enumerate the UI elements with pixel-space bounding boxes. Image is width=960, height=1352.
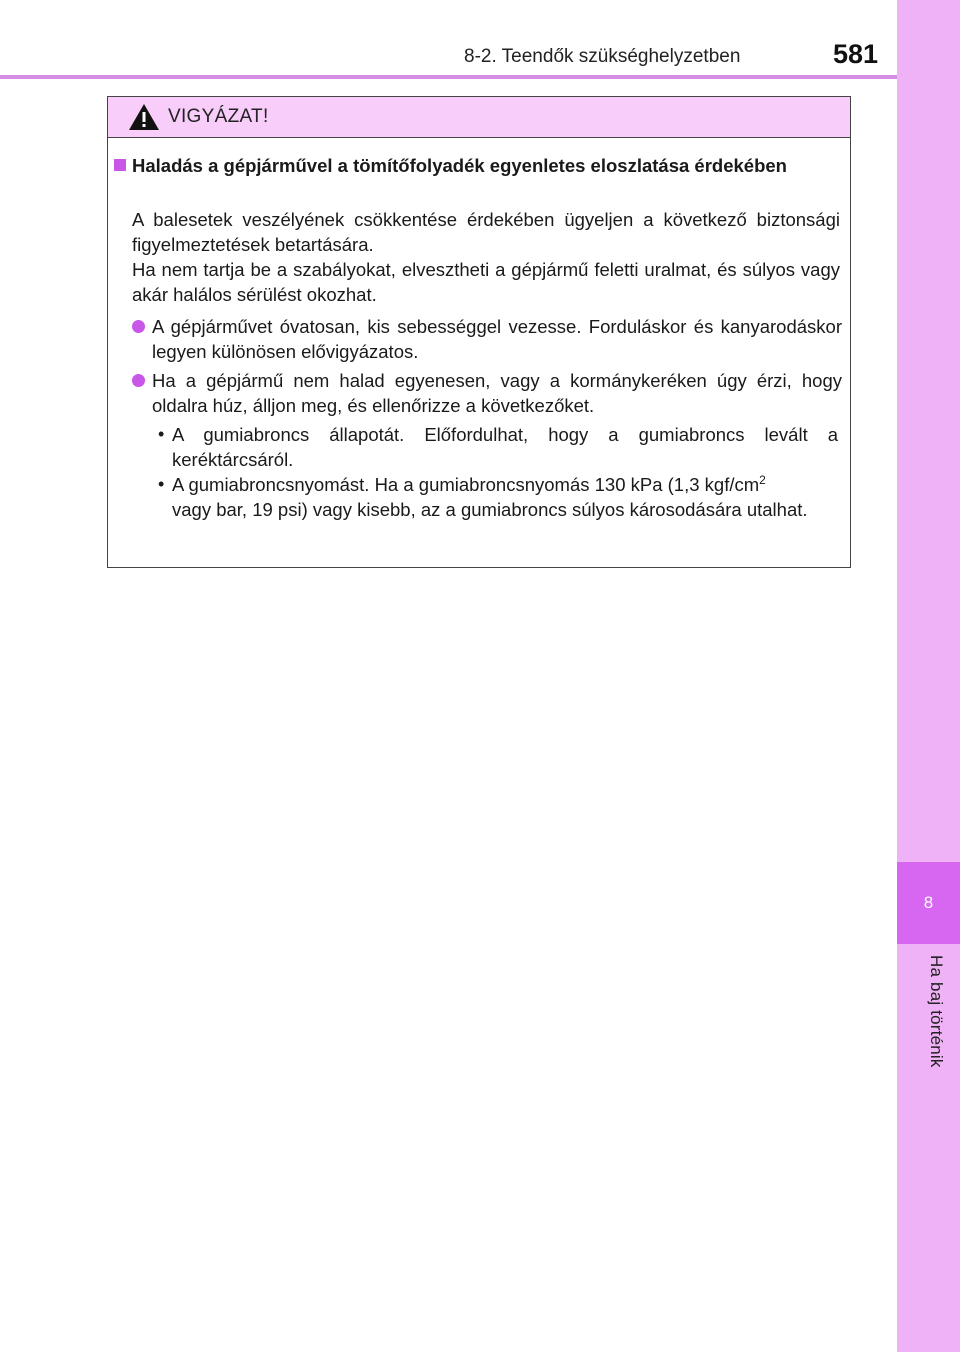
section-header: 8-2. Teendők szükséghelyzetben <box>464 46 741 67</box>
sub-bullet: • <box>158 474 165 494</box>
superscript: 2 <box>759 473 766 487</box>
sub-list-item: A gumiabroncs állapotát. Előfordulhat, hogy a gumiabroncs levált a keréktárcsáról. <box>172 424 838 470</box>
warning-title: VIGYÁZAT! <box>168 106 269 127</box>
warning-box <box>107 96 851 568</box>
list-item: Ha a gépjármű nem halad egyenesen, vagy a kormánykeréken úgy érzi, hogy oldalra húz, álljon meg, és ellenőrizze a következőket. <box>152 370 842 416</box>
sub-list-item-text: A gumiabroncsnyomást. Ha a gumiabroncsnyomás 130 kPa (1,3 kgf/cm <box>172 474 760 495</box>
list-item: A gépjárművet óvatosan, kis sebességgel vezesse. Forduláskor és kanyarodáskor legyen különösen elővigyázatos. <box>152 316 842 362</box>
intro-paragraph-2: Ha nem tartja be a szabályokat, elvesztheti a gépjármű feletti uralmat, és súlyos vagy akár halálos sérülést okozhat. <box>132 259 840 305</box>
section-title: Haladás a gépjárművel a tömítőfolyadék egyenletes eloszlatása érdekében <box>132 155 787 176</box>
chapter-side-tab <box>897 0 960 1352</box>
sub-list-item-continuation: vagy bar, 19 psi) vagy kisebb, az a gumiabroncs súlyos károsodására utalhat. <box>172 499 808 520</box>
sub-list-item-line <box>172 472 852 497</box>
bullet-dot-icon <box>132 320 145 333</box>
section-square-icon <box>114 159 126 171</box>
chapter-title: Ha baj történik <box>927 955 946 1068</box>
sub-bullet: • <box>158 424 165 444</box>
header-divider <box>0 75 897 79</box>
warning-triangle-icon <box>128 102 160 132</box>
chapter-number: 8 <box>897 862 960 944</box>
warning-header <box>108 97 850 138</box>
page-number: 581 <box>833 39 879 69</box>
intro-paragraph-1: A balesetek veszélyének csökkentése érdekében ügyeljen a következő biztonsági figyelmeztetések betartására. <box>132 209 840 255</box>
bullet-dot-icon <box>132 374 145 387</box>
